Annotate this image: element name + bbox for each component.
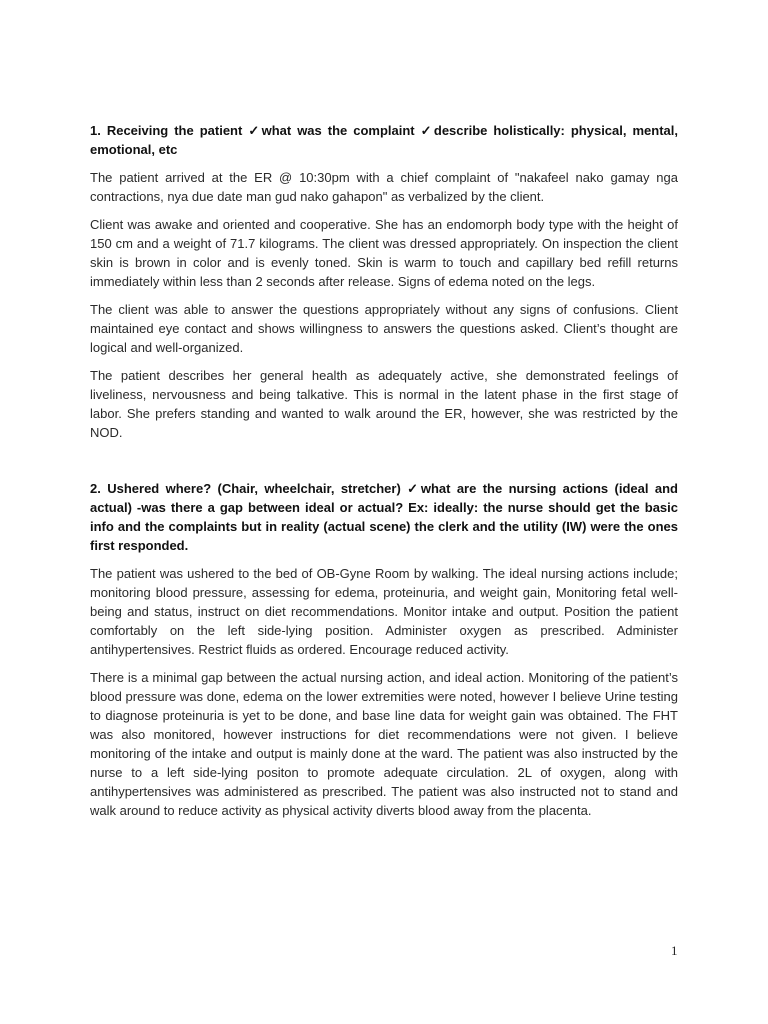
section-1-paragraph-2: Client was awake and oriented and cooperative. She has an endomorph body type with the height of 150 cm and a weight of 71.7 kilograms. The client was dressed appropriately. On inspection the client skin is brown in color and is evenly toned. Skin is warm to touch and capillary bed refill returns immediately within less than 2 seconds after release. Signs of edema noted on the legs. <box>90 217 678 289</box>
section-2-paragraph-1: The patient was ushered to the bed of OB-Gyne Room by walking. The ideal nursing actions include; monitoring blood pressure, assessing for edema, proteinuria, and weight gain, Monitoring fetal well-being and status, instruct on diet recommendations. Monitor intake and output. Position the patient comfortably on the left side-lying position. Administer oxygen as prescribed. Administer antihypertensives. Restrict fluids as ordered. Encourage reduced activity. <box>90 566 678 657</box>
section-1-paragraph-4: The patient describes her general health as adequately active, she demonstrated feelings of liveliness, nervousness and being talkative. This is normal in the latent phase in the first stage of labor. She prefers standing and wanted to walk around the ER, however, she was restricted by the NOD. <box>90 368 678 440</box>
document-body <box>90 121 678 820</box>
section-2-heading: 2. Ushered where? (Chair, wheelchair, stretcher) ✓what are the nursing actions (ideal and actual) -was there a gap between ideal or actual? Ex: ideally: the nurse should get the basic info and the complaints but in reality (actual scene) the clerk and the utility (IW) were the ones first responded. <box>90 481 678 553</box>
section-1-heading: 1. Receiving the patient ✓what was the complaint ✓describe holistically: physical, mental, emotional, etc <box>90 123 678 157</box>
section-1-paragraph-1: The patient arrived at the ER @ 10:30pm with a chief complaint of "nakafeel nako gamay nga contractions, nya due date man gud nako gahapon" as verbalized by the client. <box>90 170 678 204</box>
section-1-paragraph-3: The client was able to answer the questions appropriately without any signs of confusions. Client maintained eye contact and shows willingness to answers the questions asked. Client’s thought are logical and well-organized. <box>90 302 678 355</box>
page-number: 1 <box>671 943 678 958</box>
section-2-paragraph-2: There is a minimal gap between the actual nursing action, and ideal action. Monitoring of the patient’s blood pressure was done, edema on the lower extremities were noted, however I believe Urine testing to diagnose proteinuria is yet to be done, and base line data for weight gain was obtained. The FHT was also monitored, however instructions for diet recommendations were not given. I believe monitoring of the intake and output is mainly done at the ward. The patient was also instructed by the nurse to a left side-lying positon to promote adequate circulation. 2L of oxygen, along with antihypertensives was administered as prescribed. The patient was also instructed not to stand and walk around to reduce activity as physical activity diverts blood away from the placenta. <box>90 670 678 818</box>
